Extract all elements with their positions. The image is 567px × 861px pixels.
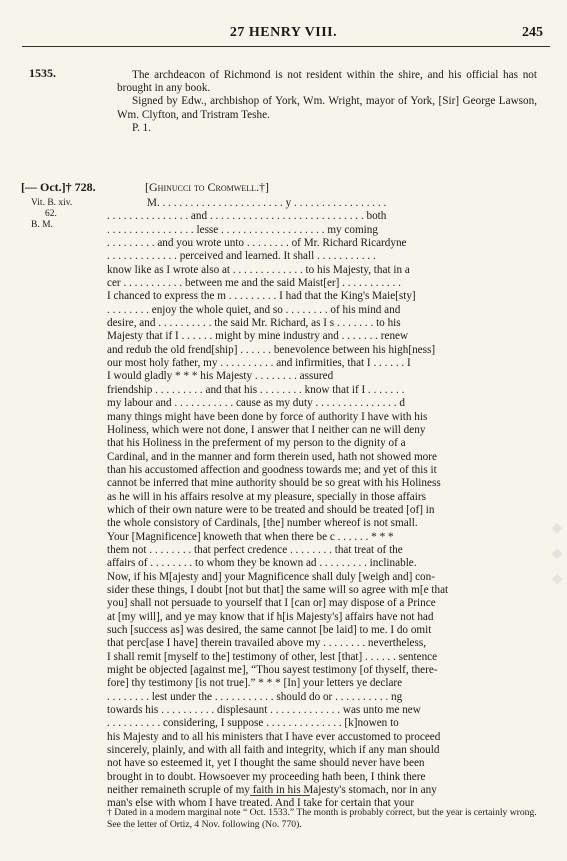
letter-body xyxy=(107,197,539,811)
letter-line: know like as I wrote also at . . . . . . . . . . . . . to his Majesty, that in a xyxy=(107,263,410,276)
entry-title: [Ghinucci to Cromwell.†] xyxy=(145,180,269,194)
letter-line: towards his . . . . . . . . . . displesaunt . . . . . . . . . . . . . was unto me new xyxy=(107,704,421,717)
letter-line: man's else with whom I have treated. And I take for certain that your xyxy=(107,797,415,810)
letter-line: my labour and . . . . . . . . . . . cause as my duty . . . . . . . . . . . . . . . d xyxy=(107,397,405,410)
letter-line: as he will in his affairs resolve at my pleasure, specially in those affairs xyxy=(107,490,426,503)
letter-line: and redub the old frend[ship] . . . . . . benevolence between his high[ness] xyxy=(107,343,436,356)
previous-entry-tail xyxy=(117,69,537,135)
letter-line: . . . . . . . . lest under the . . . . . . . . . . . should do or . . . . . . . . . . ng xyxy=(107,690,403,703)
entry-date-number: [— Oct.]† 728. xyxy=(21,180,96,194)
source-manuscript: Vit. B. xiv. xyxy=(31,198,73,208)
letter-line: brought in to doubt. Howsoever my proceeding hath been, I think there xyxy=(107,770,426,783)
previous-entry-signatories: Signed by Edw., archbishop of York, Wm. Wright, mayor of York, [Sir] George Lawson, Wm. Clyfton, and Tristram Teshe. xyxy=(117,95,537,121)
header-rule xyxy=(22,46,550,47)
letter-line: our most holy father, my . . . . . . . . . . and infirmities, that I . . . . . . I xyxy=(107,357,411,370)
letter-line: you] shall not persuade to yourself that I [can or] may dispose of a Prince xyxy=(107,597,436,610)
letter-line: neither remaineth scruple of my faith in his Majesty's stomach, nor in any xyxy=(107,784,437,797)
letter-line: that his Holiness in the preferment of my person to the dignity of a xyxy=(107,437,406,450)
letter-line: . . . . . . . . enjoy the whole quiet, and so . . . . . . . . of his mind and xyxy=(107,303,401,316)
letter-line: not have so esteemed it, yet I thought the same should never have been xyxy=(107,757,425,770)
letter-line: which of their own nature were to be treated and should be treated [of] in xyxy=(107,503,435,516)
letter-line: Cardinal, and in the manner and form therein used, hath not showed more xyxy=(107,450,437,463)
letter-line: affairs of . . . . . . . . to whom they be known ad . . . . . . . . . inclinable. xyxy=(107,557,417,570)
letter-line: . . . . . . . . . . . . . . . and . . . . . . . . . . . . . . . . . . . . . . . . . . . . both xyxy=(107,210,387,223)
letter-line: them not . . . . . . . . that perfect credence . . . . . . . . that treat of the xyxy=(107,543,403,556)
letter-line: that perc[ase I have] therein travailed above my . . . . . . . . nevertheless, xyxy=(107,637,427,650)
letter-line: . . . . . . . . . . considering, I suppose . . . . . . . . . . . . . . [k]nowen to xyxy=(107,717,399,730)
year-marker: 1535. xyxy=(29,66,56,80)
letter-line: his Majesty and to all his ministers that I have ever accustomed to proceed xyxy=(107,730,441,743)
running-head-title: 27 HENRY VIII. xyxy=(229,25,338,40)
page-number: 245 xyxy=(522,25,543,40)
letter-line: I chanced to express the m . . . . . . . . . I had that the King's Maie[sty] xyxy=(107,290,416,303)
letter-line: friendship . . . . . . . . . and that his . . . . . . . . know that if I . . . . . . . xyxy=(107,383,405,396)
previous-entry-pages: P. 1. xyxy=(132,121,151,134)
source-library: B. M. xyxy=(31,220,53,230)
letter-line: . . . . . . . . . . . . . perceived and learned. It shall . . . . . . . . . . . xyxy=(107,250,376,263)
letter-line: sincerely, plainly, and with all faith and integrity, which if any man should xyxy=(107,744,440,757)
letter-line: cannot be inferred that mine authority should be so great with his Holiness xyxy=(107,477,441,490)
footnote: † Dated in a modern marginal note “ Oct. 1533.” The month is probably correct, but the year is certainly wrong. See the letter of Ortiz, 4 Nov. following (No. 770). xyxy=(107,807,537,830)
previous-entry-paragraph: The archdeacon of Richmond is not resident within the shire, and his official has not brought in any book. xyxy=(117,69,537,95)
letter-line: desire, and . . . . . . . . . . the said Mr. Richard, as I s . . . . . . . to his xyxy=(107,317,401,330)
letter-line: . . . . . . . . . and you wrote unto . . . . . . . . of Mr. Richard Ricardyne xyxy=(107,237,407,250)
source-folio: 62. xyxy=(45,209,57,219)
letter-line: I shall remit [myself to the] testimony of other, lest [that] . . . . . . sentence xyxy=(107,650,438,663)
letter-line: I would gladly * * * his Majesty . . . . . . . . assured xyxy=(107,370,334,383)
letter-line: Majesty that if I . . . . . . might by mine industry and . . . . . . . renew xyxy=(107,330,409,343)
letter-line: Now, if his M[ajesty and] your Magnificence shall duly [weigh and] con- xyxy=(107,570,435,583)
letter-line: fore] thy testimony [is not true].” * * * [In] your letters ye declare xyxy=(107,677,403,690)
letter-line: than his accustomed affection and goodness towards me; and yet of this it xyxy=(107,463,437,476)
letter-line: Your [Magnificence] knoweth that when there be c . . . . . . * * * xyxy=(107,530,394,543)
letter-line: sider these things, I doubt [not but that] the same will so agree with m[e that xyxy=(107,583,449,596)
letter-line: cer . . . . . . . . . . . between me and the said Maist[er] . . . . . . . . . . . xyxy=(107,277,401,290)
letter-line: M. . . . . . . . . . . . . . . . . . . . . . . y . . . . . . . . . . . . . . . . . xyxy=(147,197,387,209)
letter-line: the whole consistory of Cardinals, [the] number whereof is not small. xyxy=(107,517,418,530)
letter-line: such [success as] was desired, the same cannot [be laid] to me. I do omit xyxy=(107,624,432,636)
letter-line: might be objected [against me], “Thou sayest testimony [of thyself, there- xyxy=(107,664,438,677)
library-stamp-watermark: ◆ ◆ ◆ xyxy=(549,520,564,590)
letter-line: . . . . . . . . . . . . . . . . lesse . . . . . . . . . . . . . . . . . . . my coming xyxy=(107,223,378,236)
letter-line: at [my will], and ye may know that if h[is Majesty's] affairs have not had xyxy=(107,610,434,623)
footnote-rule xyxy=(250,795,310,796)
letter-line: many things might have been done by force of authority I have with his xyxy=(107,410,428,423)
letter-line: Holiness, which were not done, I answer that I neither can ne will deny xyxy=(107,423,426,436)
